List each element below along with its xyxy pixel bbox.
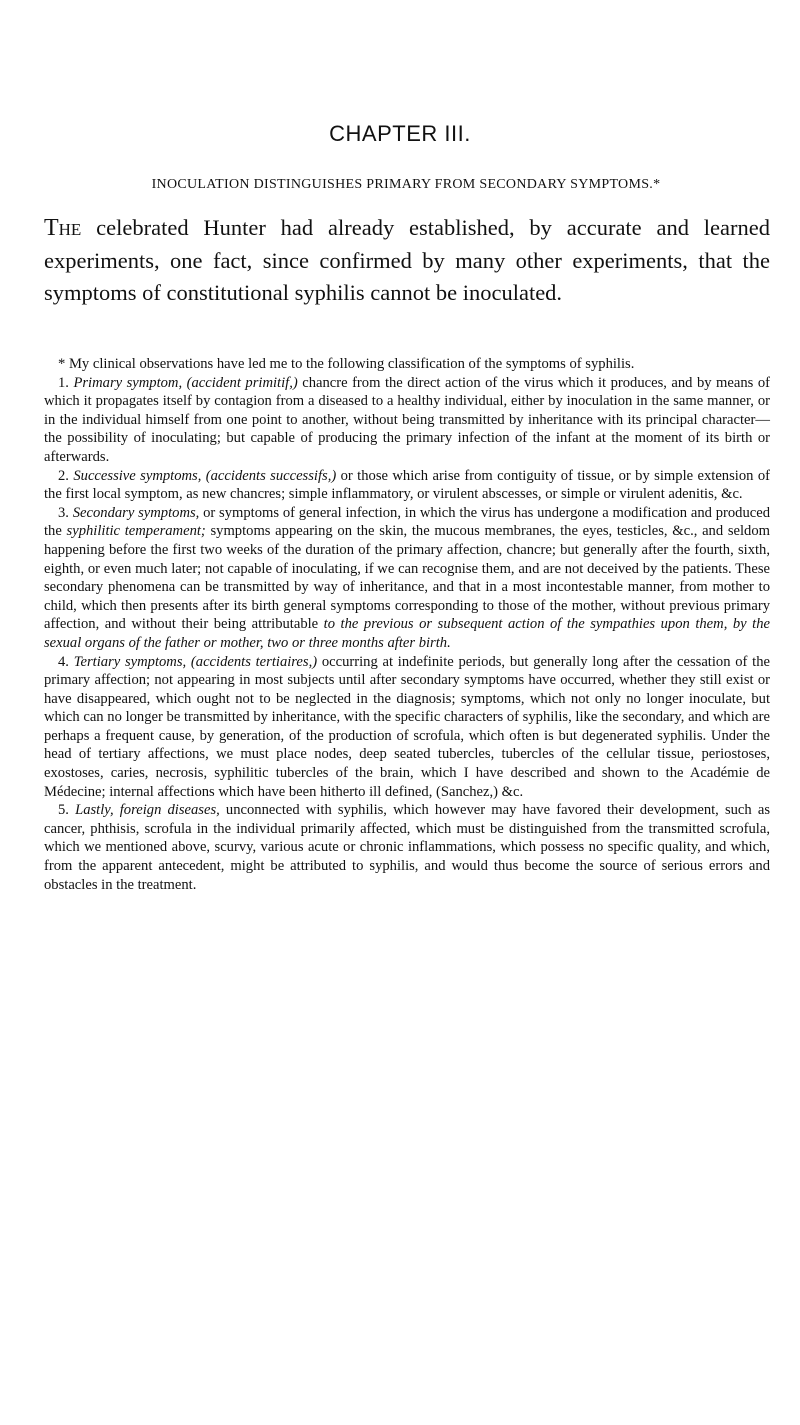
item-number: 3. bbox=[58, 504, 69, 521]
item-text: occurring at indefinite periods, but generally long after the cessation of the primary affection; not appearing in most subjects until after secondary symptoms have occurred, whether they still exist or have disappeared, which ought not to be neglected in the diagnosis; symptoms, which not only no longer inoculate, but which can no longer be transmitted by inheritance, with the specific characters of syphilis, like the secondary, and which are perhaps a frequent cause, by generation, of the production of scrofula, which often is but degenerated syphilis. Under the head of tertiary affections, we must place nodes, deep seated tubercles, tubercles of the cellular tissue, periostoses, exostoses, caries, necrosis, syphilitic tubercles of the brain, which I have described and shown to the Académie de Médecine; internal affections which have been hitherto ill defined, (Sanchez,) &c. bbox=[44, 653, 770, 800]
item-label: Lastly, foreign diseases, bbox=[75, 802, 220, 819]
item-label: Tertiary symptoms, (accidents tertiaires,) bbox=[73, 653, 318, 670]
footnote-item-5 bbox=[44, 801, 770, 894]
item-emphasis-end: to the previous or subsequent action of the sympathies upon them, by the sexual organs of the father or mother, two or three months after birth. bbox=[44, 616, 770, 651]
footnote-item-4 bbox=[44, 653, 770, 802]
item-text: unconnected with syphilis, which however may have favored their development, such as cancer, phthisis, scrofula in the individual primarily affected, which must be distinguished from the transmitted scrofula, which we mentioned above, scurvy, various acute or chronic inflammations, which possess no specific quality, and which, from the apparent antecedent, might be attributed to syphilis, and would thus become the source of serious errors and obstacles in the treatment. bbox=[44, 802, 770, 893]
footnote-item-2 bbox=[44, 467, 770, 504]
footnote bbox=[44, 355, 770, 894]
footnote-intro: * My clinical observations have led me to the following classification of the symptoms of syphilis. bbox=[58, 356, 635, 372]
lead-word: The bbox=[44, 215, 82, 241]
item-text: chancre from the direct action of the virus which it produces, and by means of which it propagates itself by contagion from a diseased to a healthy individual, either by inoculation in the same manner, or in the individual himself from one point to another, without being transmitted by inheritance with its principal character—the possibility of inoculating; but capable of producing the primary infection of the infant at the moment of its birth or afterwards. bbox=[44, 374, 770, 465]
chapter-subtitle: INOCULATION DISTINGUISHES PRIMARY FROM SECONDARY SYMPTOMS.* bbox=[151, 177, 661, 192]
item-text-continued: symptoms appearing on the skin, the mucous membranes, the eyes, testicles, &c., and seldom happening before the first two weeks of the duration of the primary affection, chancre; but generally after the fourth, sixth, eighth, or even much later; not capable of inoculating, if we can recognise them, and are not deceived by the patients. These secondary phenomena can be transmitted by way of inheritance, and that in a most incontestable manner, from mother to child, which then presents after its birth general symptoms corresponding to those of the mother, without previous primary affection, and without their being attributable bbox=[44, 523, 770, 633]
item-number: 4. bbox=[58, 653, 69, 670]
footnote-item-3 bbox=[44, 504, 770, 653]
item-text: or symptoms of general infection, in which the virus has undergone a modification and produced the bbox=[44, 504, 770, 540]
item-label: Successive symptoms, (accidents successifs,) bbox=[73, 467, 337, 484]
item-text: or those which arise from contiguity of tissue, or by simple extension of the first local symptom, as new chancres; simple inflammatory, or virulent abscesses, or simple or virulent adenitis, &c. bbox=[44, 467, 770, 503]
item-number: 5. bbox=[58, 802, 69, 819]
main-paragraph bbox=[44, 212, 770, 310]
item-label: Primary symptom, (accident primitif,) bbox=[73, 374, 298, 391]
item-number: 1. bbox=[58, 374, 69, 391]
item-emphasis: syphilitic temperament; bbox=[66, 523, 206, 540]
chapter-title: CHAPTER III. bbox=[329, 121, 471, 146]
item-number: 2. bbox=[58, 467, 69, 484]
main-text: celebrated Hunter had already established, by accurate and learned experiments, one fact, since confirmed by many other experiments, that the symptoms of constitutional syphilis cannot be inoculated. bbox=[44, 215, 770, 305]
item-label: Secondary symptoms, bbox=[72, 504, 200, 521]
footnote-item-1 bbox=[44, 374, 770, 467]
